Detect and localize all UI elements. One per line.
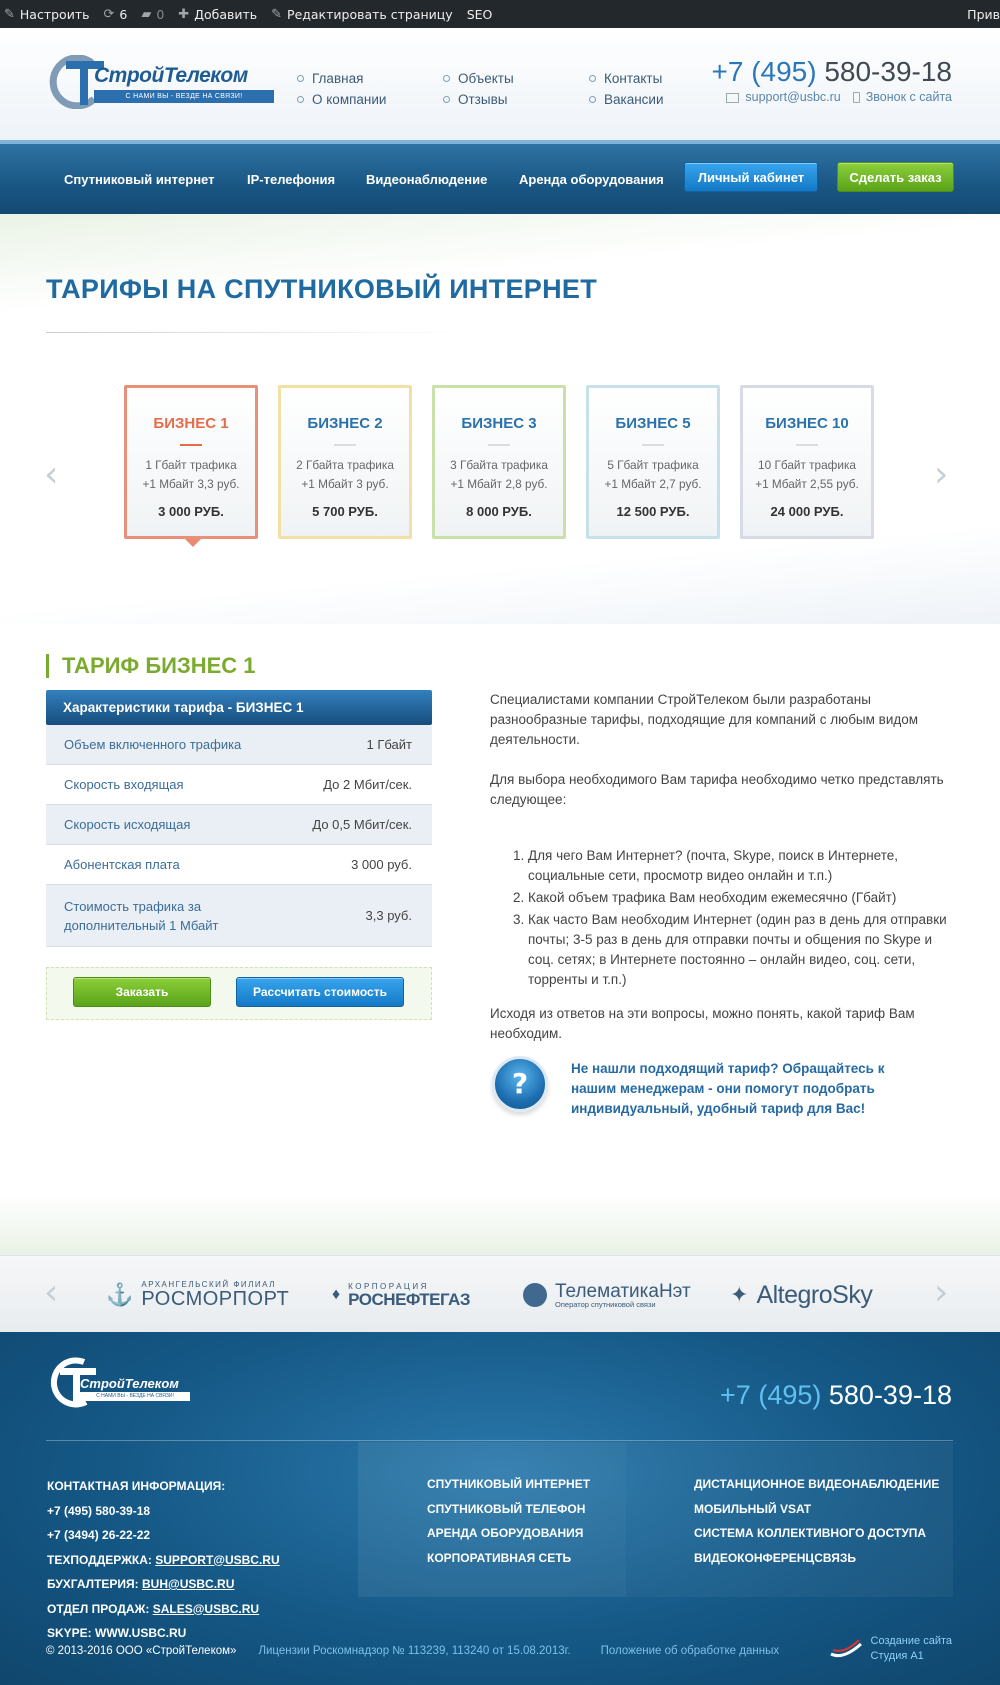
add-new-label: Добавить — [194, 6, 258, 22]
tariff-name: БИЗНЕС 1 — [153, 415, 229, 432]
partners-prev-arrow-icon[interactable]: ‹ — [44, 1272, 59, 1313]
list-item: 3. Как часто Вам необходим Интернет (один раз в день для отправки почты; 3-5 раз в день для отправки почты и общения по Skype и соц. сетях; в Интернете постоянно – онлайн видео, соц. сети, торренты и т.п.) — [528, 910, 950, 990]
spec-value: До 2 Мбит/сек. — [323, 777, 412, 792]
spec-label: Объем включенного трафика — [64, 737, 242, 752]
footer-logo[interactable] — [46, 1346, 196, 1410]
footer-service-link[interactable]: ВИДЕОКОНФЕРЕНЦСВЯЗЬ — [694, 1550, 856, 1565]
partners-carousel — [0, 1255, 1000, 1332]
partner-altegrosky[interactable] — [730, 1280, 872, 1310]
customize-label: Настроить — [19, 6, 90, 22]
globe-icon — [523, 1283, 547, 1307]
privacy-link[interactable]: Положение об обработке данных — [600, 1645, 780, 1657]
cabinet-button[interactable]: Личный кабинет — [684, 162, 818, 192]
mobile-phone-icon — [853, 92, 860, 103]
anchor-icon: ⚓ — [106, 1282, 134, 1307]
partner-caption: АРХАНГЕЛЬСКИЙ ФИЛИАЛ — [141, 1280, 276, 1289]
footer-services-col-2 — [626, 1442, 953, 1597]
footer-service-link[interactable]: СИСТЕМА КОЛЛЕКТИВНОГО ДОСТУПА — [694, 1526, 927, 1540]
footer-service-link[interactable]: МОБИЛЬНЫЙ VSAT — [694, 1501, 812, 1516]
tariff-description — [490, 690, 950, 1064]
tariff-detail-title: ТАРИФ БИЗНЕС 1 — [46, 654, 256, 678]
spec-label: Стоимость трафика за дополнительный 1 Мбайт — [64, 898, 219, 933]
spec-value: 3 000 руб. — [351, 857, 412, 872]
table-row — [46, 765, 432, 805]
description-paragraph: Для выбора необходимого Вам тарифа необходимо четко представлять следующее: — [490, 772, 944, 807]
support-email-link[interactable]: SUPPORT@USBC.RU — [155, 1552, 280, 1567]
topnav-label: Вакансии — [604, 92, 664, 107]
studio-line-1: Создание сайта — [870, 1635, 952, 1647]
partners-next-arrow-icon[interactable]: › — [934, 1272, 949, 1313]
spec-label: Абонентская плата — [64, 857, 180, 872]
tariff-traffic: 1 Гбайт трафика — [145, 458, 237, 472]
comment-icon: ▰ — [141, 6, 152, 22]
topnav-item-objects[interactable] — [443, 68, 514, 89]
tariff-name: БИЗНЕС 10 — [765, 415, 849, 432]
studio-line-2: Студия А1 — [870, 1650, 924, 1662]
footer-service-link[interactable]: СПУТНИКОВЫЙ ИНТЕРНЕТ — [427, 1477, 591, 1491]
contact-phone[interactable]: +7 (3494) 26-22-22 — [47, 1528, 151, 1542]
partner-name: AltegroSky — [756, 1280, 873, 1309]
topnav-item-reviews[interactable] — [443, 89, 514, 110]
carousel-prev-arrow-icon[interactable]: ‹ — [44, 454, 59, 495]
topnav-item-contacts[interactable] — [589, 68, 664, 89]
email-link[interactable] — [726, 90, 840, 104]
logo-text: СтройТелеком — [94, 64, 248, 87]
partner-caption: Оператор спутниковой связи — [555, 1299, 656, 1309]
envelope-icon — [726, 93, 739, 103]
contact-label: ОТДЕЛ ПРОДАЖ: — [47, 1601, 150, 1616]
topnav-item-vacancies[interactable] — [589, 89, 664, 110]
contact-label: ТЕХПОДДЕРЖКА: — [47, 1552, 152, 1567]
description-paragraph: Специалистами компании СтройТелеком были разработаны разнообразные тарифы, подходящие для компаний с любым видом деятельности. — [490, 692, 919, 747]
pencil-icon: ✎ — [4, 6, 15, 22]
tariff-card[interactable] — [278, 385, 412, 539]
tariff-extra: +1 Мбайт 2,55 руб. — [755, 477, 859, 491]
nav-video-surveillance[interactable]: Видеонаблюдение — [366, 172, 488, 187]
star-icon: ✦ — [730, 1282, 749, 1307]
tariff-extra: +1 Мбайт 2,7 руб. — [604, 477, 702, 491]
topnav-item-home[interactable] — [297, 68, 386, 89]
main-nav — [0, 140, 1000, 214]
tariff-extra: +1 Мбайт 2,8 руб. — [450, 477, 548, 491]
plus-icon: ✚ — [178, 6, 190, 22]
bullet-icon — [589, 75, 596, 82]
logo-text: СтройТелеком — [80, 1376, 179, 1391]
bullet-icon — [589, 96, 596, 103]
email-text: support@usbc.ru — [745, 90, 841, 104]
make-order-button[interactable]: Сделать заказ — [837, 162, 954, 192]
bullet-icon — [297, 75, 304, 82]
tariff-specs-table — [46, 690, 432, 947]
help-text[interactable]: Не нашли подходящий тариф? Обращайтесь к нашим менеджерам - они помогут подобрать индивидуальный, удобный тариф для Вас! — [571, 1061, 885, 1116]
seo-label: SEO — [466, 6, 493, 22]
questions-list — [528, 846, 950, 990]
contact-sales — [47, 1597, 280, 1622]
callback-link[interactable] — [853, 90, 952, 104]
order-box — [46, 967, 432, 1020]
phone-prefix: +7 — [711, 56, 744, 87]
edit-icon: ✎ — [271, 6, 283, 22]
topnav-label: Отзывы — [458, 92, 508, 107]
calculate-cost-button[interactable]: Рассчитать стоимость — [236, 977, 404, 1007]
tariff-divider — [796, 444, 818, 446]
edit-page-label: Редактировать страницу — [287, 6, 453, 22]
page-title: ТАРИФЫ НА СПУТНИКОВЫЙ ИНТЕРНЕТ — [46, 274, 598, 304]
tariff-divider — [180, 444, 202, 446]
tariff-card[interactable] — [740, 385, 874, 539]
tariff-card[interactable] — [124, 385, 258, 539]
tariff-traffic: 5 Гбайт трафика — [607, 458, 699, 472]
phone-code: (495) — [758, 1380, 822, 1410]
account-link[interactable] — [967, 0, 1000, 28]
tariff-divider — [334, 444, 356, 446]
table-row — [46, 845, 432, 885]
table-row — [46, 725, 432, 765]
contact-buh — [47, 1572, 280, 1597]
nav-equipment-rental[interactable]: Аренда оборудования — [519, 172, 664, 187]
spec-value: 1 Гбайт — [366, 737, 412, 752]
callback-text: Звонок с сайта — [865, 90, 952, 104]
tariff-card[interactable] — [432, 385, 566, 539]
greeting-label: Прив — [967, 6, 1000, 22]
studio-credit[interactable] — [829, 1634, 952, 1664]
studio-logo-icon — [829, 1638, 863, 1660]
phone-number: 580-39-18 — [828, 1380, 952, 1410]
spec-value: 3,3 руб. — [365, 908, 412, 923]
site-header — [0, 28, 1000, 140]
tariff-card[interactable] — [586, 385, 720, 539]
partner-name: РОСНЕФТЕГАЗ — [348, 1289, 470, 1309]
footer-service-link[interactable]: ДИСТАНЦИОННОЕ ВИДЕОНАБЛЮДЕНИЕ — [694, 1477, 940, 1491]
footer-phone[interactable] — [720, 1380, 952, 1411]
footer-service-link[interactable]: СПУТНИКОВЫЙ ТЕЛЕФОН — [427, 1501, 586, 1516]
copyright: © 2013-2016 ООО «СтройТелеком» — [46, 1645, 237, 1657]
table-row — [46, 805, 432, 845]
nav-ip-telephony[interactable]: IP-телефония — [247, 172, 336, 187]
carousel-next-arrow-icon[interactable]: › — [934, 454, 949, 495]
bullet-icon — [443, 96, 450, 103]
tariff-price: 3 000 РУБ. — [158, 504, 224, 519]
topnav-label: Контакты — [604, 71, 663, 86]
tariffs-hero — [0, 214, 1000, 624]
contact-skype: SKYPE: WWW.USBC.RU — [47, 1626, 187, 1640]
spec-label: Скорость исходящая — [64, 817, 191, 832]
phone-prefix: +7 — [720, 1380, 751, 1410]
phone-code: (495) — [751, 56, 817, 87]
topnav-label: Объекты — [458, 71, 514, 86]
tariff-traffic: 2 Гбайта трафика — [296, 458, 394, 472]
bullet-icon — [443, 75, 450, 82]
contact-phone[interactable]: +7 (495) 580-39-18 — [47, 1503, 151, 1518]
partner-name: РОСМОРПОРТ — [141, 1288, 290, 1310]
site-footer — [0, 1332, 1000, 1685]
updates-count: 6 — [119, 6, 128, 22]
seo-link[interactable] — [467, 7, 493, 22]
tariff-price: 12 500 РУБ. — [616, 504, 690, 519]
topnav-col-2 — [443, 68, 514, 110]
edit-page-link[interactable] — [271, 7, 453, 22]
topnav-label: О компании — [312, 92, 387, 107]
updates-link[interactable] — [103, 7, 127, 22]
footer-contacts — [47, 1474, 280, 1646]
topnav-col-3 — [589, 68, 664, 110]
specs-table-head: Характеристики тарифа - БИЗНЕС 1 — [46, 690, 432, 725]
contacts-title: КОНТАКТНАЯ ИНФОРМАЦИЯ: — [47, 1479, 226, 1493]
partners-top-band — [0, 1195, 1000, 1255]
logo-tagline: С НАМИ ВЫ - ВЕЗДЕ НА СВЯЗИ! — [94, 90, 274, 103]
buh-email-link[interactable]: BUH@USBC.RU — [142, 1577, 235, 1591]
header-phone[interactable] — [711, 56, 952, 88]
tariff-traffic: 3 Гбайта трафика — [450, 458, 548, 472]
bullet-icon — [297, 96, 304, 103]
tariff-price: 8 000 РУБ. — [466, 504, 532, 519]
footer-service-link[interactable]: АРЕНДА ОБОРУДОВАНИЯ — [427, 1526, 584, 1540]
footer-bottom — [46, 1645, 779, 1657]
tariff-traffic: 10 Гбайт трафика — [758, 458, 856, 472]
admin-bar — [0, 0, 1000, 28]
order-tariff-button[interactable]: Заказать — [73, 977, 211, 1007]
tariff-divider — [642, 444, 664, 446]
add-new-link[interactable] — [178, 7, 257, 22]
list-item: 1. Для чего Вам Интернет? (почта, Skype, поиск в Интернете, социальные сети, просмотр видео онлайн и т.п.) — [528, 846, 950, 886]
topnav-label: Главная — [312, 71, 364, 86]
table-row — [46, 885, 432, 947]
active-pointer-icon — [185, 539, 201, 547]
partner-rosmorport[interactable] — [106, 1280, 289, 1310]
header-contacts — [726, 90, 952, 104]
partner-rosneftegaz[interactable] — [332, 1280, 470, 1310]
footer-divider — [46, 1440, 953, 1441]
partner-telematikanet[interactable] — [523, 1280, 691, 1310]
phone-number: 580-39-18 — [824, 56, 952, 87]
partner-caption: КОРПОРАЦИЯ — [348, 1281, 429, 1291]
license-link[interactable]: Лицензии Роскомнадзор № 113239, 113240 от 15.08.2013г. — [258, 1645, 571, 1657]
help-callout — [490, 1054, 930, 1118]
logo[interactable] — [46, 55, 248, 109]
title-divider — [46, 332, 466, 333]
tariff-extra: +1 Мбайт 3 руб. — [301, 477, 389, 491]
question-icon: ? — [492, 1056, 548, 1112]
tariff-name: БИЗНЕС 5 — [615, 415, 691, 432]
contact-support — [47, 1548, 280, 1573]
tariff-price: 24 000 РУБ. — [770, 504, 844, 519]
tariff-extra: +1 Мбайт 3,3 руб. — [142, 477, 240, 491]
tariff-name: БИЗНЕС 3 — [461, 415, 537, 432]
comments-link[interactable] — [141, 7, 164, 22]
customize-link[interactable] — [4, 7, 89, 22]
spec-value: До 0,5 Мбит/сек. — [312, 817, 412, 832]
spec-label: Скорость входящая — [64, 777, 184, 792]
contact-label: БУХГАЛТЕРИЯ: — [47, 1577, 139, 1591]
logo-tagline: С НАМИ ВЫ - ВЕЗДЕ НА СВЯЗИ! — [80, 1392, 190, 1401]
tariff-price: 5 700 РУБ. — [312, 504, 378, 519]
topnav-item-about[interactable] — [297, 89, 386, 110]
drop-icon: ♦ — [332, 1286, 341, 1303]
list-item: 2. Какой объем трафика Вам необходим ежемесячно (Гбайт) — [528, 888, 950, 908]
footer-services-col-1 — [358, 1442, 626, 1597]
specs-rows — [46, 725, 432, 947]
footer-service-link[interactable]: КОРПОРАТИВНАЯ СЕТЬ — [427, 1550, 572, 1565]
partner-name: ТелематикаНэт — [555, 1280, 691, 1302]
tariff-name: БИЗНЕС 2 — [307, 415, 383, 432]
refresh-icon: ⟳ — [103, 6, 115, 22]
comments-count: 0 — [156, 6, 165, 22]
nav-satellite-internet[interactable]: Спутниковый интернет — [64, 172, 215, 187]
tariff-divider — [488, 444, 510, 446]
sales-email-link[interactable]: SALES@USBC.RU — [152, 1601, 260, 1616]
topnav-col-1 — [297, 68, 386, 110]
description-paragraph: Исходя из ответов на эти вопросы, можно понять, какой тариф Вам необходим. — [490, 1006, 915, 1041]
